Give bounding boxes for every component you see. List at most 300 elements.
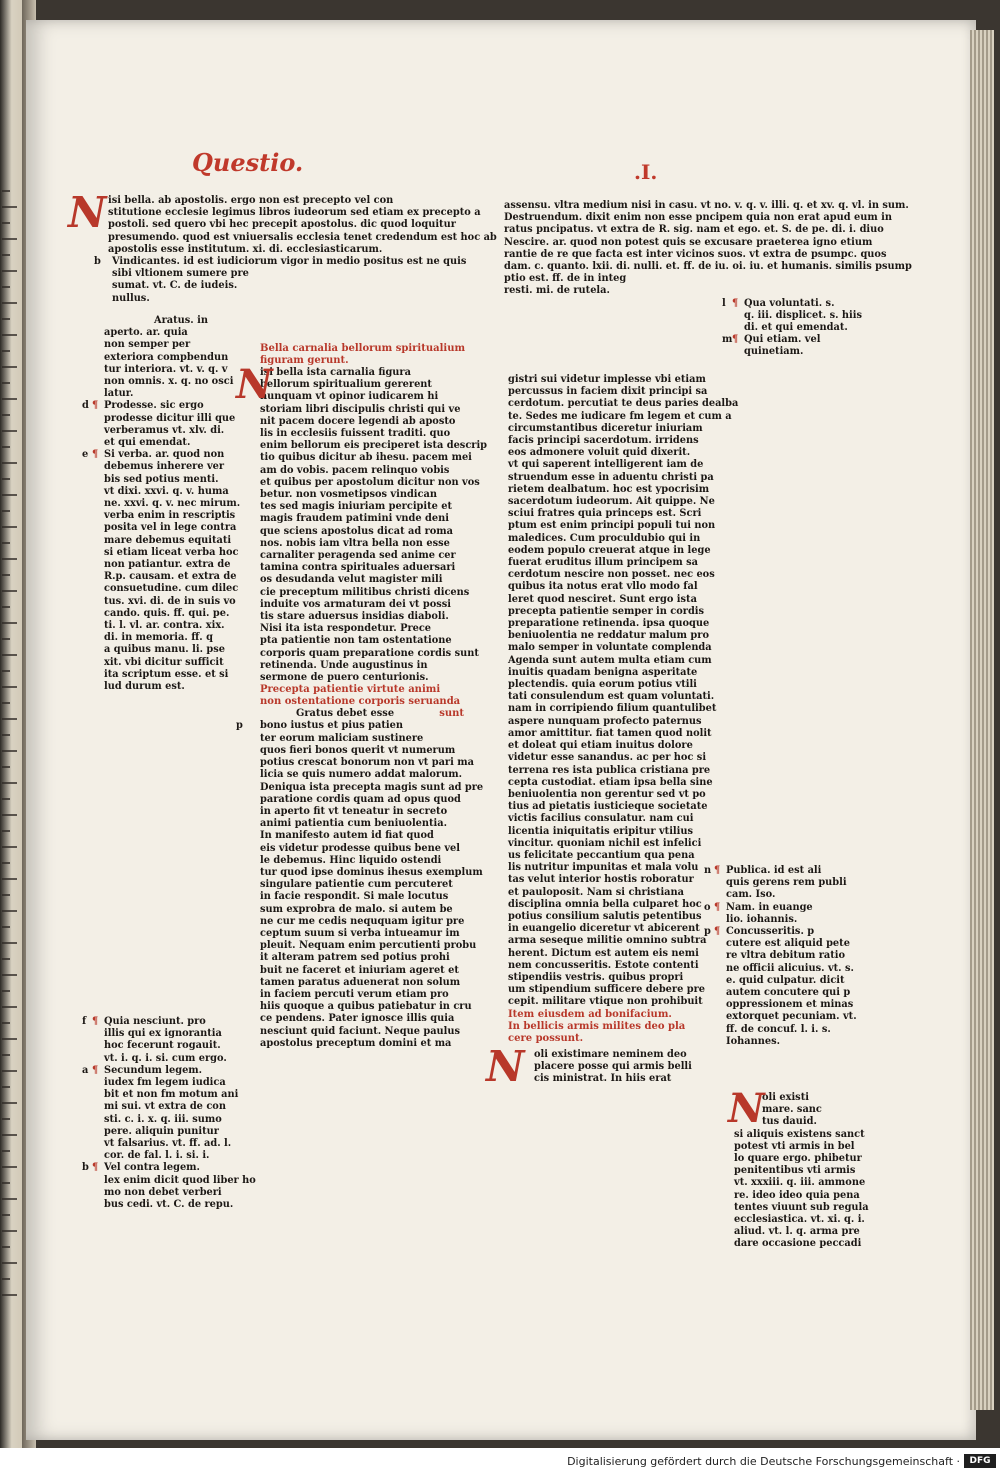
text-line: sciui fratres quia princeps est. Scri — [508, 508, 702, 520]
facing-page-text-line — [2, 654, 17, 656]
text-line: et quibus per apostolum dicitur non vos — [260, 476, 480, 488]
facing-page-text-line — [2, 718, 17, 720]
text-line: tamina contra spirituales aduersari — [260, 562, 456, 574]
gloss-text: Prodesse. sic ergo — [104, 400, 204, 412]
paragraph-mark: ¶ — [714, 901, 721, 913]
text-line: que sciens apostolus dicat ad roma — [260, 525, 454, 537]
gloss-text: e. quid culpatur. dicit — [726, 974, 845, 986]
gloss-line: ptio est. ff. de in integ — [504, 273, 627, 285]
facing-page-text-line — [2, 766, 10, 768]
facing-page-text-line — [2, 638, 10, 640]
text-line: cis ministrat. In hiis erat — [534, 1072, 672, 1084]
gloss-text: bus cedi. vt. C. de repu. — [104, 1199, 234, 1211]
text-line: amor amittitur. fiat tamen quod nolit — [508, 727, 712, 739]
gloss-line: penitentibus vti armis — [734, 1165, 856, 1177]
gloss-text: autem concutere qui p — [726, 987, 851, 999]
text-line: hiis quoque a quibus patiebatur in cru — [260, 1001, 472, 1013]
facing-page-text-line — [2, 606, 10, 608]
gloss-letter: m — [722, 334, 733, 346]
facing-page-text-line — [2, 302, 17, 304]
gloss-row — [704, 999, 864, 1011]
gloss-text: aperto. ar. quia — [104, 327, 188, 339]
text-line: potius crescat bonorum non vt pari ma — [260, 757, 474, 769]
gloss-text: tus. xvi. di. de in suis vo — [104, 595, 236, 607]
text-line: et doleat qui etiam inuitus dolore — [508, 740, 693, 752]
gloss-text: vt falsarius. vt. ff. ad. l. — [104, 1138, 232, 1150]
text-line: um stipendium sufficere debere pre — [508, 984, 705, 996]
gloss-row — [704, 963, 864, 975]
gloss-text: ti. l. vl. ar. contra. xix. — [104, 620, 225, 632]
facing-page-text-line — [2, 990, 10, 992]
text-line: vt qui saperent intelligerent iam de — [508, 459, 704, 471]
gloss-text: tur interiora. vt. v. q. v — [104, 363, 228, 375]
gloss-row — [82, 1028, 234, 1040]
text-line: quos fieri bonos querit vt numerum — [260, 744, 456, 756]
paragraph-mark: ¶ — [732, 297, 739, 309]
gloss-text: a quibus manu. li. pse — [104, 644, 225, 656]
rubric-line: Bella carnalia bellorum spiritualium — [260, 343, 466, 354]
facing-page-text-line — [2, 462, 17, 464]
gloss-row — [82, 461, 234, 473]
gloss-row — [82, 583, 239, 595]
gloss-row — [82, 620, 234, 632]
text-line: tas velut interior hostis roboratur — [508, 874, 694, 886]
gloss-text: ita scriptum esse. et si — [104, 668, 229, 680]
rubric-line: non ostentatione corporis seruanda — [260, 696, 461, 708]
facing-page-text-line — [2, 1070, 17, 1072]
text-line: retinenda. Unde augustinus in — [260, 659, 428, 671]
facing-page-text-line — [2, 1102, 17, 1104]
gloss-text: extorquet pecuniam. vt. — [726, 1011, 857, 1023]
text-line: malo semper in voluntate complenda — [508, 642, 712, 654]
gloss-row — [82, 352, 234, 364]
text-line: os desudanda velut magister mili — [260, 574, 443, 586]
facing-page-text-line — [2, 1022, 10, 1024]
gloss-row — [82, 657, 234, 669]
gloss-text: debemus inherere ver — [104, 461, 225, 473]
gloss-text: sti. c. i. x. q. iii. sumo — [104, 1113, 222, 1125]
gloss-row — [82, 437, 234, 449]
text-line: ptum est enim principi populi tui non — [508, 520, 716, 532]
facing-page-text-line — [2, 686, 17, 688]
gloss-row — [704, 889, 864, 901]
gloss-letter: a — [82, 1064, 89, 1076]
text-line: enim bellorum eis preciperet ista descrip — [260, 440, 488, 452]
rubric-line: figuram gerunt. — [260, 355, 349, 366]
gloss-row — [82, 1077, 234, 1089]
text-line: preparatione retinenda. ipsa quoque — [508, 618, 710, 630]
gloss-text: Nam. in euange — [726, 901, 813, 913]
text-line: tis stare aduersus insidias diaboli. — [260, 611, 449, 623]
gloss-row — [82, 669, 234, 681]
text-line: terrena res ista publica cristiana pre — [508, 764, 711, 776]
gloss-line: ecclesiastica. vt. xi. q. i. — [734, 1214, 865, 1226]
facing-page-text-line — [2, 798, 10, 800]
gloss-text: mare debemus equitati — [104, 534, 232, 546]
gloss-row — [82, 522, 237, 534]
footer-bar — [0, 1449, 1000, 1475]
paragraph-mark: ¶ — [92, 1064, 99, 1076]
gloss-line: isi bella. ab apostolis. ergo non est precepto vel con — [108, 195, 394, 206]
text-line: te. Sedes me iudicare fm legem et cum a — [508, 410, 732, 422]
facing-page-text-line — [2, 382, 10, 384]
gloss-right-final — [714, 1085, 869, 1251]
gloss-line: oli existi — [762, 1092, 809, 1103]
text-line: cerdotum. percutiat te deus paries dealba — [508, 398, 739, 410]
gloss-row — [82, 400, 234, 412]
facing-page-text-line — [2, 910, 17, 912]
text-line: arma seseque militie omnino subtra — [508, 935, 707, 947]
facing-page-text-line — [2, 510, 10, 512]
gloss-letter: p — [236, 720, 243, 732]
facing-page-text-line — [2, 1262, 17, 1264]
gloss-text: exteriora compbendun — [104, 351, 229, 363]
facing-page-text-line — [2, 830, 10, 832]
gloss-line: dam. c. quanto. lxii. di. nulli. et. ff. de iu. oi. iu. et humanis. similis psump — [504, 261, 912, 273]
gloss-text: lud durum est. — [104, 681, 185, 693]
text-line: tes sed magis iniuriam percipite et — [260, 501, 453, 513]
facing-page-text-line — [2, 1150, 10, 1152]
gloss-row — [704, 987, 864, 999]
gloss-line: rantie de re que facta est inter vicinos suos. vt extra de psumpc. quos — [504, 248, 887, 260]
facing-page-text-line — [2, 1038, 17, 1040]
gloss-row — [82, 559, 234, 571]
gloss-row — [82, 1162, 234, 1174]
gloss-text: cor. de fal. l. i. si. i. — [104, 1150, 210, 1162]
gloss-line: tus dauid. — [762, 1116, 817, 1128]
text-line: placere posse qui armis belli — [534, 1060, 692, 1072]
facing-page-text-line — [2, 670, 10, 672]
text-line: licentia iniquitatis eripitur vtilius — [508, 825, 694, 837]
facing-page-text-line — [2, 878, 17, 880]
rubric-line: cere possunt. — [508, 1032, 584, 1044]
text-line: leret quod nesciret. Sunt ergo ista — [508, 593, 697, 605]
gloss-row — [82, 1138, 234, 1150]
text-line: buit ne faceret et iniuriam ageret et — [260, 964, 459, 976]
page-fore-edge — [970, 30, 994, 1410]
gloss-row — [82, 1053, 234, 1065]
gloss-row — [82, 608, 234, 620]
gloss-text: verberamus vt. xlv. di. — [104, 424, 225, 436]
gloss-text: mo non debet verberi — [104, 1186, 222, 1198]
text-line: us felicitate peccantium qua pena — [508, 849, 695, 861]
text-line: sum exprobra de malo. si autem be — [260, 903, 453, 915]
dfg-logo: DFG — [964, 1454, 996, 1468]
text-line: eodem populo creuerat atque in lege — [508, 544, 711, 556]
facing-page-text-line — [2, 1118, 10, 1120]
facing-page-text-line — [2, 286, 10, 288]
gloss-text: si etiam liceat verba hoc — [104, 546, 239, 558]
decorated-initial: N — [68, 188, 107, 237]
gloss-line: sibi vltionem sumere pre — [112, 268, 249, 280]
folio-number: .I. — [634, 160, 658, 184]
gloss-text: bis sed potius menti. — [104, 473, 219, 485]
gloss-line: tentes viuunt sub regula — [734, 1201, 869, 1213]
rubric-line: sunt — [439, 708, 464, 720]
gloss-row — [704, 914, 864, 926]
gloss-row — [82, 596, 234, 608]
gloss-letter: p — [704, 926, 711, 938]
text-line: pleuit. Nequam enim percutienti probu — [260, 940, 477, 952]
page — [26, 20, 976, 1440]
gloss-text: cam. Iso. — [726, 889, 776, 901]
gloss-left-bottom — [82, 1016, 256, 1211]
gloss-letter: b — [82, 1162, 89, 1174]
gloss-line: assensu. vltra medium nisi in casu. vt no. v. q. v. illi. q. et xv. q. vl. in sum. — [504, 200, 909, 211]
text-line: potius consilium salutis petentibus — [508, 910, 702, 922]
gloss-row — [704, 926, 864, 938]
text-line: nunquam vt opinor iudicarem hi — [260, 391, 439, 403]
text-line: facis principi sacerdotum. irridens — [508, 435, 699, 447]
text-line: plectendis. quia eorum potius vtili — [508, 679, 697, 691]
gloss-row — [82, 1126, 234, 1138]
text-line: nesciunt quid faciunt. Neque paulus — [260, 1025, 461, 1037]
text-line: corporis quam preparatione cordis sunt — [260, 647, 479, 659]
gloss-row — [82, 571, 237, 583]
gloss-letter: n — [704, 865, 712, 876]
gloss-row — [82, 1114, 234, 1126]
decorated-initial: N — [728, 1085, 765, 1132]
text-line: nit pacem docere legendi ab aposto — [260, 415, 456, 427]
text-line: inuitis quadam benigna asperitate — [508, 666, 698, 678]
facing-page-text-line — [2, 478, 10, 480]
gloss-text: non patiantur. extra de — [104, 559, 231, 571]
rubric-heading — [482, 1021, 722, 1045]
gloss-row — [82, 413, 234, 425]
facing-page-text-line — [2, 1214, 10, 1216]
text-line: pta patientie non tam ostentatione — [260, 635, 452, 647]
gloss-text: et qui emendat. — [104, 437, 191, 449]
text-line: vincitur. quoniam nichil est infelici — [508, 837, 702, 849]
gloss-line: mare. sanc — [762, 1104, 822, 1116]
gloss-row — [82, 425, 234, 437]
gloss-text: lio. iohannis. — [726, 913, 798, 925]
text-line: Deniqua ista precepta magis sunt ad pre — [260, 781, 484, 793]
facing-page-text-line — [2, 1294, 17, 1296]
gloss-letter: e — [82, 449, 89, 461]
main-text-left — [236, 343, 488, 1050]
gloss-row — [704, 975, 864, 987]
text-line: ne cur me cedis neququam igitur pre — [260, 915, 465, 927]
gloss-text: consuetudine. cum dilec — [104, 583, 239, 595]
text-line: storiam libri discipulis christi qui ve — [260, 403, 461, 415]
text-line: eos admonere voluit quid dixerit. — [508, 447, 691, 459]
gloss-text: Si verba. ar. quod non — [104, 449, 225, 461]
gloss-text: Publica. id est ali — [726, 865, 822, 876]
text-line: apostolus preceptum domini et ma — [260, 1037, 452, 1049]
gloss-line: Destruendum. dixit enim non esse pncipem quia non erat apud eum in — [504, 212, 892, 224]
gloss-row — [722, 334, 872, 346]
gloss-row — [704, 1036, 864, 1048]
gloss-row — [82, 388, 234, 400]
gloss-line: nullus. — [112, 292, 150, 304]
gloss-text: Secundum legem. — [104, 1064, 203, 1076]
paragraph-mark: ¶ — [714, 926, 721, 938]
text-line: licia se quis numero addat malorum. — [260, 769, 462, 781]
gloss-text: q. iii. displicet. s. hiis — [744, 309, 863, 321]
gloss-top — [68, 188, 497, 305]
gloss-line: postoli. sed quero vbi hec precepit apostolus. dic quod loquitur — [108, 219, 456, 231]
gloss-row — [82, 498, 241, 510]
gloss-text: bit et non fm motum ani — [104, 1089, 239, 1101]
gloss-row — [704, 877, 864, 889]
facing-page-text-line — [2, 542, 10, 544]
text-line: percussus in faciem dixit principi sa — [508, 386, 708, 398]
gloss-row — [82, 339, 234, 351]
facing-page-text-line — [2, 590, 17, 592]
gloss-text: non omnis. x. q. no osci — [104, 376, 234, 388]
facing-page-text-line — [2, 1182, 10, 1184]
gloss-letter: f — [82, 1016, 87, 1027]
text-line: stipendiis vestris. quibus propri — [508, 971, 684, 983]
facing-page-text-line — [2, 622, 17, 624]
facing-page-text-line — [2, 366, 17, 368]
gloss-row — [722, 298, 872, 310]
facing-page-text-line — [2, 1134, 17, 1136]
gloss-row — [704, 902, 864, 914]
gloss-text: Quia nesciunt. pro — [104, 1016, 206, 1027]
text-line: lis nutritur impunitas et mala volu — [508, 862, 699, 874]
paragraph-mark: ¶ — [92, 400, 99, 412]
gloss-text: ff. de concuf. l. i. s. — [726, 1023, 831, 1035]
gloss-text: quis gerens rem publi — [726, 877, 847, 889]
gloss-letter: o — [704, 901, 711, 913]
gloss-row — [704, 1011, 864, 1023]
paragraph-mark: ¶ — [92, 1162, 99, 1174]
facing-page-text-line — [2, 446, 10, 448]
text-line: tius ad pietatis iusticieque societate — [508, 801, 708, 813]
text-line: lis in ecclesiis fuissent traditi. quo — [260, 428, 451, 440]
facing-page-text-line — [2, 894, 10, 896]
facing-page-text-line — [2, 414, 10, 416]
gloss-row — [704, 865, 864, 877]
gloss-row — [82, 376, 234, 388]
facing-page-text-line — [2, 1278, 10, 1280]
text-line: ter eorum maliciam sustinere — [260, 732, 424, 744]
gloss-line: vt. xxxiii. q. iii. ammone — [734, 1177, 866, 1189]
rubric-line: In bellicis armis milites deo pla — [508, 1020, 686, 1032]
facing-page-text-line — [2, 238, 17, 240]
gloss-line: dare occasione peccadi — [734, 1238, 862, 1250]
gloss-text: ne. xxvi. q. v. nec mirum. — [104, 498, 241, 510]
text-line: Agenda sunt autem multa etiam cum — [508, 654, 712, 666]
text-line: it alteram patrem sed potius prohi — [260, 952, 450, 964]
text-line: singulare patientie cum percuteret — [260, 879, 453, 891]
facing-page-text-line — [2, 926, 10, 928]
facing-page-text-line — [2, 750, 17, 752]
facing-page-text-line — [2, 1166, 17, 1168]
text-line: sermone de puero centurionis. — [260, 672, 429, 684]
gloss-row — [82, 1187, 234, 1199]
gloss-line: aliud. vt. l. q. arma pre — [734, 1226, 860, 1238]
text-line: disciplina omnia bella culparet hoc — [508, 898, 702, 910]
gloss-text: Iohannes. — [726, 1035, 780, 1047]
gloss-row — [82, 1016, 234, 1028]
gloss-row — [704, 950, 864, 962]
text-line: et pauloposit. Nam si christiana — [508, 886, 684, 898]
facing-page-text-line — [2, 814, 17, 816]
gloss-letter: l — [722, 297, 726, 309]
decorated-initial: N — [236, 361, 273, 408]
text-line: tur quod ipse dominus ihesus exemplum — [260, 866, 483, 878]
gloss-row — [722, 310, 872, 322]
gloss-text: pere. aliquin punitur — [104, 1125, 219, 1137]
text-line: in facie respondit. Si male locutus — [260, 891, 449, 903]
text-line: cerdotum nescire non posset. nec eos — [508, 569, 715, 581]
gloss-text: Qui etiam. vel — [744, 334, 821, 346]
text-line: sacerdotum iudeorum. Ait quippe. Ne — [508, 496, 715, 508]
facing-page-text-line — [2, 574, 10, 576]
gloss-line: lo quare ergo. phibetur — [734, 1153, 862, 1165]
gloss-row — [82, 1040, 234, 1052]
facing-page-text-line — [2, 1086, 10, 1088]
facing-page-text-line — [2, 1198, 17, 1200]
facing-page-text-line — [2, 494, 17, 496]
facing-page-text-line — [2, 974, 17, 976]
text-line: ceptum suum si verba intueamur im — [260, 927, 460, 939]
facing-page-text-line — [2, 254, 10, 256]
gloss-text: illis qui ex ignorantia — [104, 1028, 222, 1040]
facing-page-text-line — [2, 318, 10, 320]
gloss-right-bottom — [704, 865, 864, 1048]
facing-page-text-line — [2, 862, 10, 864]
gloss-text: Concusseritis. p — [726, 926, 815, 938]
text-line: maledices. Cum proculdubio qui in — [508, 532, 701, 544]
text-line: beniuolentia non gerentur sed vt po — [508, 788, 706, 800]
text-line: Nisi ita ista respondetur. Prece — [260, 623, 432, 635]
paragraph-mark: ¶ — [92, 449, 99, 461]
gloss-row — [82, 632, 234, 644]
gloss-row — [82, 546, 239, 559]
gloss-line: stitutione ecclesie legimus libros iudeorum sed etiam ex precepto a — [108, 207, 481, 219]
gloss-row — [82, 1065, 234, 1077]
gloss-text: di. et qui emendat. — [744, 322, 848, 334]
gloss-row — [82, 1199, 234, 1211]
text-line: bono iustus et pius patien — [260, 720, 403, 732]
text-line: nos. nobis iam vltra bella non esse — [260, 537, 450, 549]
facing-page-text-line — [2, 270, 17, 272]
gloss-row — [82, 1089, 239, 1101]
text-line: ce pendens. Pater ignosce illis quia — [260, 1013, 455, 1025]
text-line: beniuolentia ne reddatur malum pro — [508, 630, 709, 642]
text-line: tati consulendum est quam voluntati. — [508, 691, 715, 703]
rubric-line: Precepta patientie virtute animi — [260, 684, 441, 696]
gloss-row — [82, 510, 234, 522]
gloss-row — [82, 474, 234, 486]
gloss-row — [722, 346, 872, 358]
facing-page-text-line — [2, 782, 17, 784]
gloss-text: cutere est aliquid pete — [726, 938, 850, 950]
gloss-line: Nescire. ar. quod non potest quis se excusare praeterea igno etium — [504, 236, 873, 248]
text-line: quibus ita notus erat vllo modo fal — [508, 581, 698, 593]
facing-page-text-line — [2, 190, 10, 192]
text-line: cepit. militare vtique non prohibuit — [508, 996, 703, 1008]
text-line: oli existimare neminem deo — [534, 1048, 687, 1060]
facing-page-text-line — [2, 558, 17, 560]
gloss-top-right — [482, 200, 912, 359]
gloss-line: presumendo. quod est vniuersalis ecclesia tenet credendum est hoc ab — [108, 231, 497, 243]
gloss-line: Vindicantes. id est iudiciorum vigor in medio positus est ne quis — [112, 256, 467, 268]
text-line: victis facilius consulatur. nam cui — [508, 813, 694, 825]
text-line: Gratus debet esse — [296, 708, 395, 720]
decorated-initial: N — [486, 1041, 525, 1091]
text-line: nam in corripiendo filium quantulibet — [508, 703, 717, 715]
gloss-left — [82, 315, 241, 693]
gloss-line: potest vti armis in bel — [734, 1140, 855, 1152]
text-line: eis videtur prodesse quibus bene vel — [260, 842, 460, 854]
rubric-line: Item eiusdem ad bonifacium. — [508, 1008, 672, 1020]
text-line: struendum esse in aduentu christi pa — [508, 471, 714, 483]
